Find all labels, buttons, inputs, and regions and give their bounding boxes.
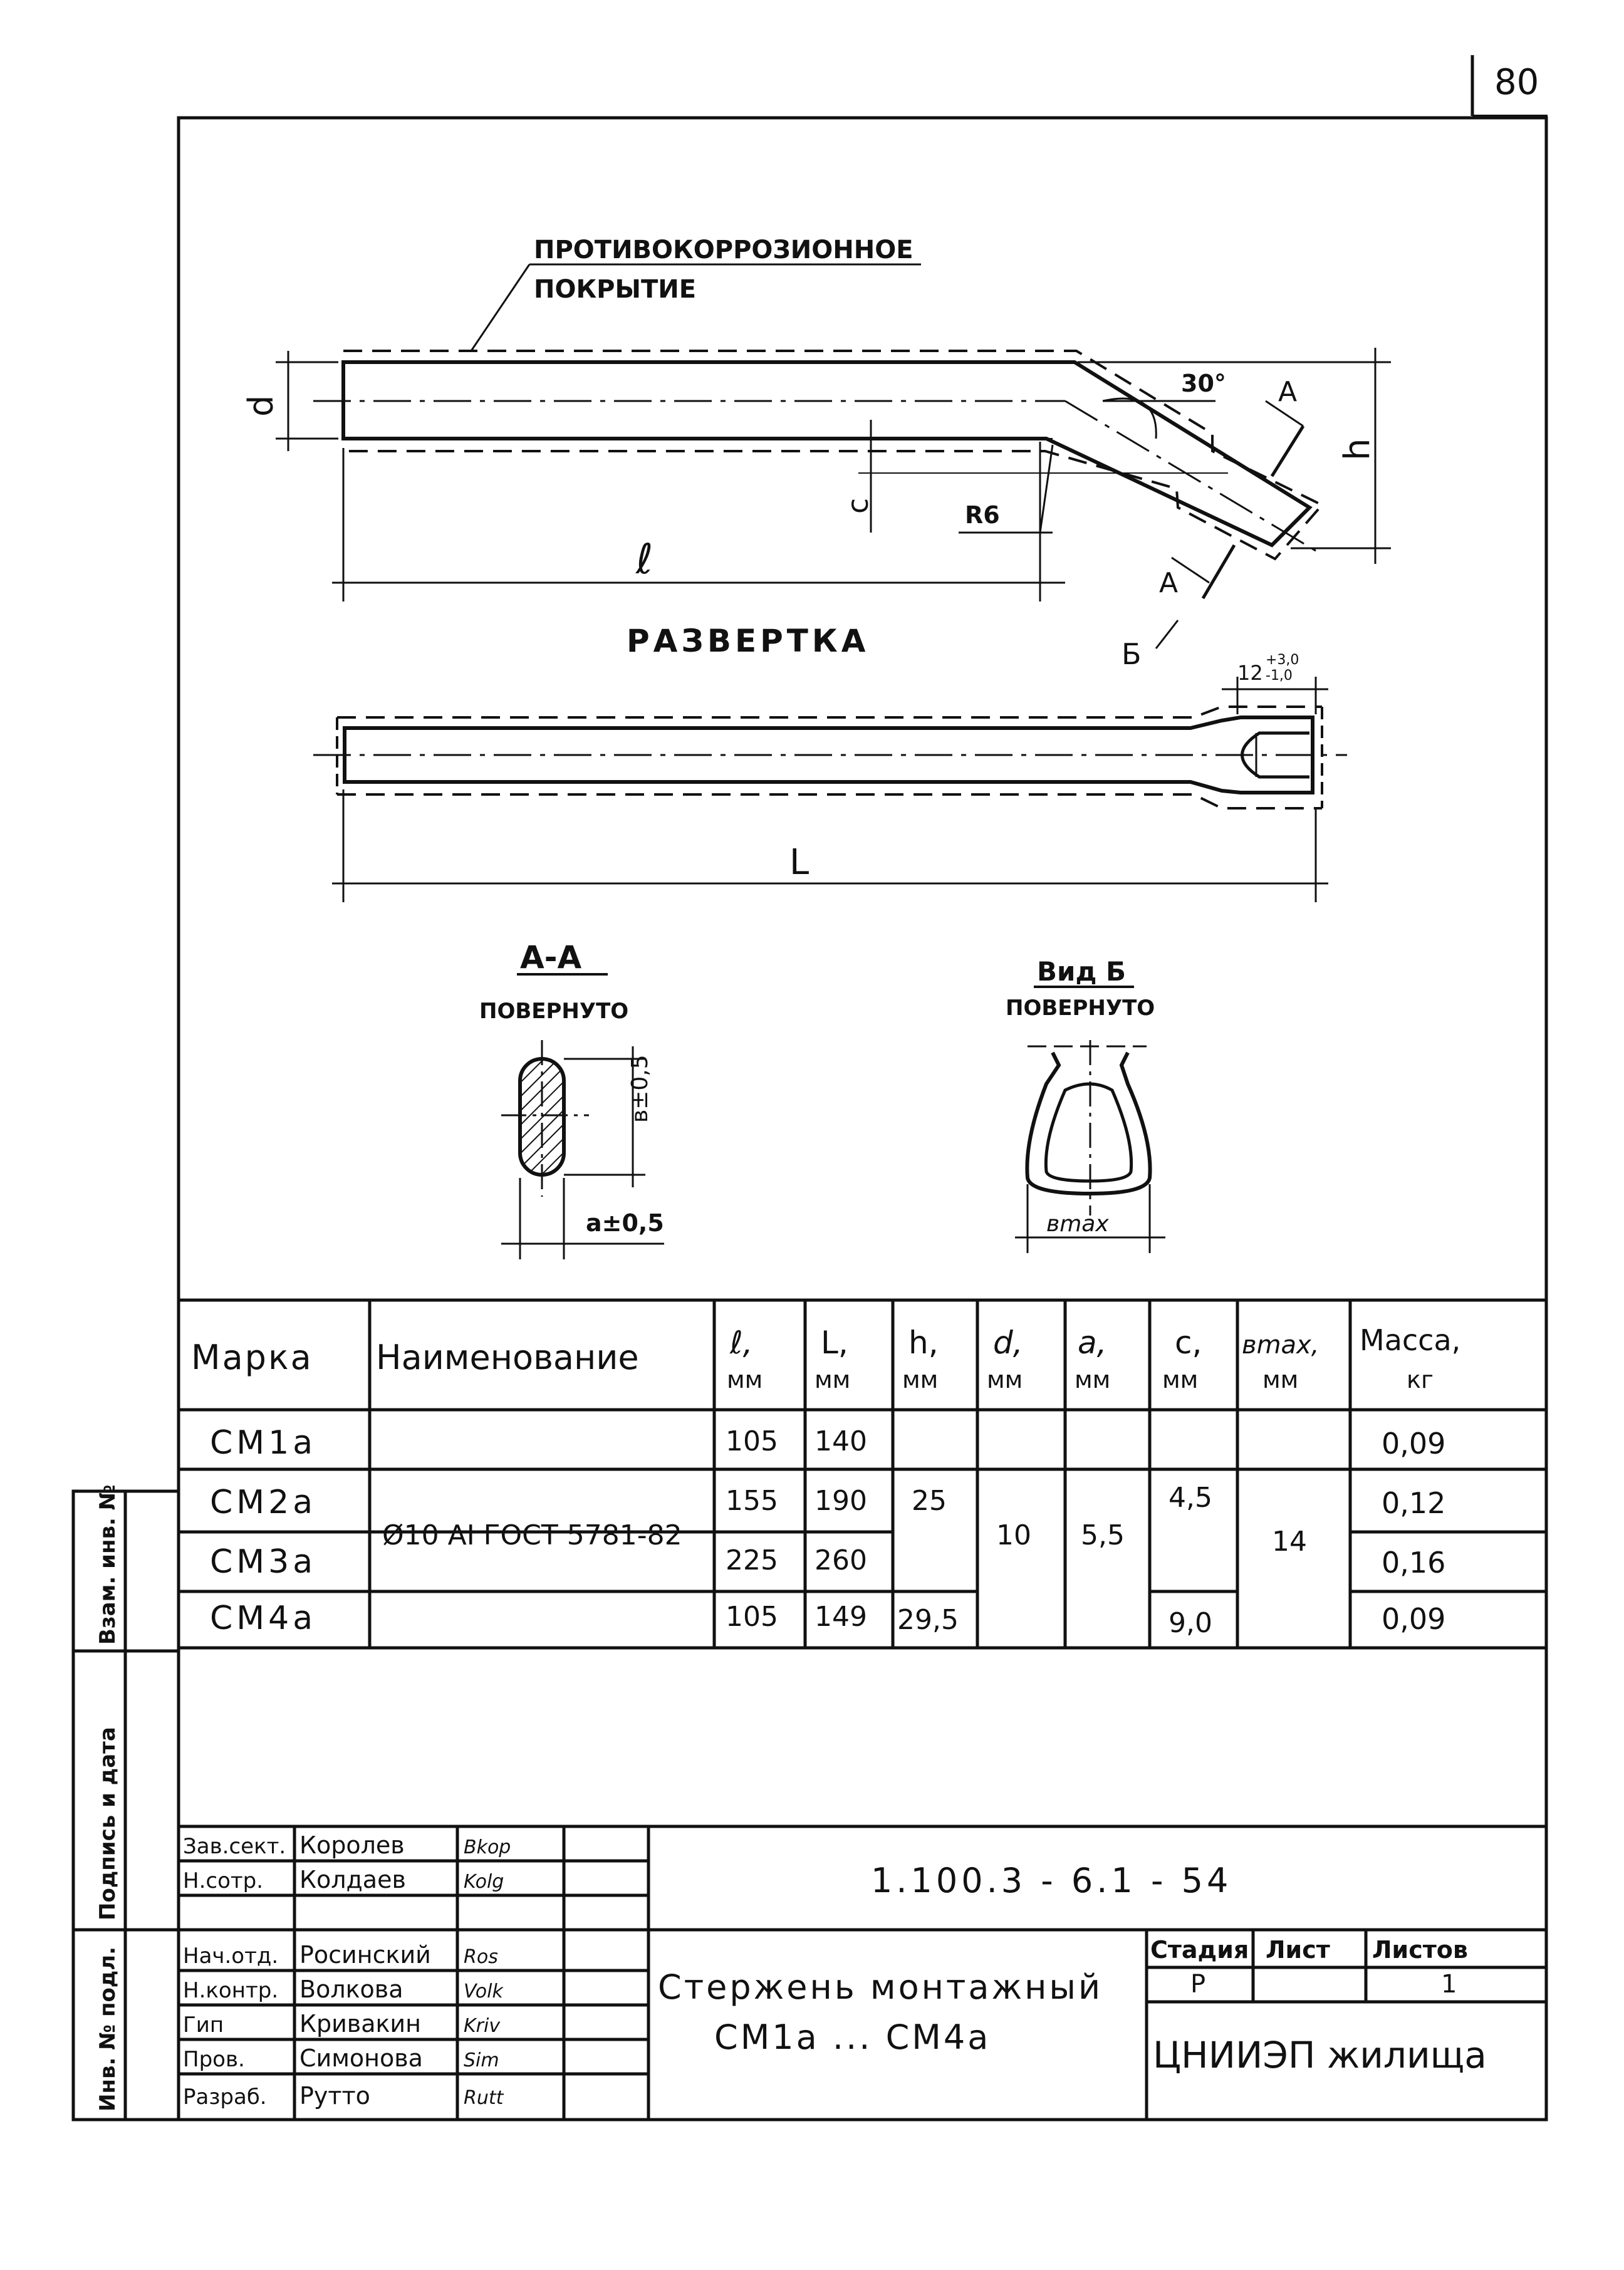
row-L: 140 [815, 1425, 867, 1457]
staff-name: Кривакин [299, 2010, 421, 2038]
header-bmax: вmax, [1242, 1331, 1320, 1360]
unfolded-bar-view [313, 677, 1347, 902]
staff-signature: Bkop [464, 1836, 511, 1858]
staff-signature: Ros [464, 1946, 498, 1968]
stage-value: Р [1190, 1970, 1206, 1999]
row-L: 149 [815, 1601, 867, 1633]
header-h-unit: мм [902, 1366, 939, 1393]
staff-signature: Kriv [464, 2015, 501, 2037]
table-row [210, 1484, 1445, 1521]
dim-a-label: а±0,5 [586, 1209, 664, 1237]
h-group-cell: 25 [912, 1485, 947, 1517]
staff-name: Симонова [299, 2044, 423, 2072]
staff-role: Разраб. [183, 2085, 267, 2110]
angle-label: 30° [1181, 370, 1226, 397]
staff-name: Колдаев [299, 1866, 406, 1893]
header-l: ℓ, [730, 1325, 753, 1361]
header-c: с, [1175, 1325, 1202, 1361]
row-mass: 0,09 [1382, 1427, 1446, 1460]
staff-name: Рутто [299, 2082, 370, 2110]
row-l: 105 [726, 1601, 778, 1633]
staff-role: Н.контр. [183, 1978, 279, 2003]
section-mark-top: А [1278, 376, 1298, 408]
page-number-box [1472, 55, 1548, 116]
header-name: Наименование [376, 1338, 639, 1377]
section-aa-sub: ПОВЕРНУТО [479, 999, 629, 1024]
dim-bmax-label: вmax [1046, 1211, 1109, 1237]
staff-name: Волкова [299, 1976, 403, 2003]
dim-L-label: L [789, 842, 809, 883]
coating-label-line2: ПОКРЫТИЕ [534, 275, 697, 304]
staff-signature: Sim [464, 2049, 499, 2071]
drawing-title-line1: Стержень монтажный [658, 1967, 1103, 2007]
doc-code: 1.100.3 - 6.1 - 54 [871, 1861, 1232, 1900]
tol-12-label: 12 [1237, 661, 1263, 685]
staff-role: Пров. [183, 2047, 245, 2072]
staff-signature: Kolg [464, 1871, 504, 1893]
header-L-unit: мм [815, 1366, 851, 1393]
row-L: 260 [815, 1544, 867, 1576]
view-b-title: Вид Б [1037, 956, 1126, 987]
view-b-mark: Б [1122, 637, 1142, 671]
page-number: 80 [1494, 62, 1539, 103]
header-d-unit: мм [987, 1366, 1023, 1393]
staff-signature: Rutt [464, 2087, 504, 2109]
header-h: h, [908, 1325, 939, 1361]
drawing-title-line2: СМ1а ... СМ4а [714, 2017, 991, 2057]
row-mark: СМ1а [210, 1424, 317, 1462]
row-mass: 0,12 [1382, 1486, 1446, 1520]
header-l-unit: мм [727, 1366, 763, 1393]
bar-name-cell: Ø10 АI ГОСТ 5781-82 [382, 1519, 682, 1551]
sheet-frame [179, 118, 1546, 2120]
header-c-unit: мм [1162, 1366, 1199, 1393]
organization-name: ЦНИИЭП жилища [1153, 2034, 1487, 2076]
strip-replaced-inv-label: Взам. инв. № [95, 1484, 120, 1645]
view-b-sub: ПОВЕРНУТО [1006, 996, 1155, 1021]
header-a: а, [1078, 1325, 1107, 1361]
staff-role: Зав.сект. [183, 1834, 286, 1859]
strip-inv-no-label: Инв. № подл. [95, 1946, 120, 2111]
sheets-value: 1 [1441, 1970, 1457, 1999]
table-row [210, 1424, 1445, 1462]
row-l: 155 [726, 1485, 778, 1517]
header-d: d, [993, 1325, 1023, 1361]
dim-b-label: в±0,5 [627, 1054, 653, 1123]
row-mark: СМ3а [210, 1543, 317, 1581]
table-row [210, 1600, 1445, 1637]
sheet-label: Лист [1266, 1936, 1330, 1964]
stage-label: Стадия [1150, 1936, 1249, 1964]
staff-signature: Volk [464, 1981, 503, 2002]
row-mark: СМ2а [210, 1484, 317, 1521]
header-mass: Масса, [1360, 1323, 1461, 1357]
tol-12-upper: +3,0 [1266, 652, 1299, 668]
coating-label-line1: ПРОТИВОКОРРОЗИОННОЕ [534, 236, 914, 264]
staff-name: Королев [299, 1831, 405, 1859]
row-L: 190 [815, 1485, 867, 1517]
staff-name: Росинский [299, 1941, 431, 1969]
section-aa-title: А-А [520, 939, 582, 976]
sheets-label: Листов [1372, 1936, 1468, 1964]
header-a-unit: мм [1075, 1366, 1111, 1393]
unfold-title: РАЗВЕРТКА [627, 623, 870, 659]
a-cell: 5,5 [1081, 1519, 1125, 1551]
row-l: 105 [726, 1425, 778, 1457]
staff-role: Н.сотр. [183, 1868, 264, 1893]
section-mark-bottom: А [1159, 567, 1179, 599]
row-l: 225 [726, 1544, 778, 1576]
spec-table-header [191, 1323, 1460, 1393]
bmax-cell: 14 [1272, 1526, 1307, 1558]
dim-c-label: c [841, 497, 875, 514]
staff-role: Нач.отд. [183, 1944, 279, 1969]
tol-12-lower: -1,0 [1266, 668, 1293, 684]
dim-l-label: ℓ [636, 535, 653, 583]
row-mark: СМ4а [210, 1600, 317, 1637]
d-cell: 10 [996, 1519, 1031, 1551]
header-mark: Марка [191, 1338, 313, 1377]
header-mass-unit: кг [1407, 1366, 1434, 1393]
row-mass: 0,16 [1382, 1546, 1446, 1580]
c-group-cell: 4,5 [1169, 1482, 1212, 1514]
h-last-cell: 29,5 [897, 1604, 959, 1636]
header-L: L, [821, 1325, 848, 1361]
left-side-strip [73, 1491, 179, 2120]
staff-role: Гип [183, 2012, 224, 2038]
dim-d-label: d [241, 395, 281, 417]
header-bmax-unit: мм [1262, 1366, 1299, 1393]
row-mass: 0,09 [1382, 1602, 1446, 1636]
bent-bar-view [276, 264, 1391, 648]
strip-signature-date-label: Подпись и дата [95, 1727, 120, 1920]
c-last-cell: 9,0 [1169, 1607, 1212, 1639]
dim-r6-label: R6 [965, 501, 1000, 529]
dim-h-label: h [1337, 438, 1378, 461]
